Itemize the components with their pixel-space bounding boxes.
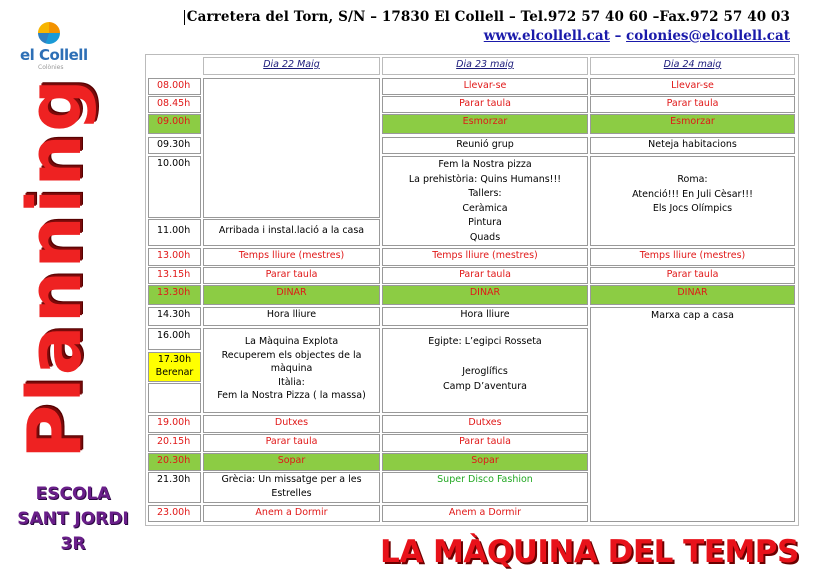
- day2-parar-taula: Parar taula: [382, 96, 588, 113]
- day2-dinar: DINAR: [382, 285, 588, 305]
- time-cell: 13.15h: [148, 267, 201, 284]
- time-cell: 14.30h: [148, 307, 201, 326]
- day2-sopar: Sopar: [382, 453, 588, 471]
- bottom-title: LA MÀQUINA DEL TEMPS: [380, 534, 799, 570]
- header-address: [180, 9, 790, 25]
- school-name: [14, 482, 132, 557]
- website-link[interactable]: www.elcollell.cat: [483, 28, 610, 44]
- day3-neteja: Neteja habitacions: [590, 137, 795, 154]
- berenar-label: Berenar: [155, 367, 194, 378]
- day2-parar-taula-migdia: Parar taula: [382, 267, 588, 284]
- day-header: Dia 22 Maig: [203, 57, 380, 75]
- time-cell: 13.00h: [148, 248, 201, 266]
- time-cell: 21.30h: [148, 472, 201, 503]
- activity-line: Itàlia:: [278, 376, 305, 388]
- day-header: Dia 23 maig: [382, 57, 588, 75]
- activity-line: Fem la Nostra pizza: [438, 159, 532, 170]
- activity-line: Grècia: Un missatge per a les: [221, 474, 362, 485]
- day2-dutxes: Dutxes: [382, 415, 588, 433]
- berenar-cell: [148, 352, 201, 382]
- day1-dormir: Anem a Dormir: [203, 505, 380, 522]
- activity-line: màquina: [270, 363, 313, 374]
- activity-line: Egipte: L’egipci Rosseta: [428, 336, 542, 347]
- day3-marxa: Marxa cap a casa: [590, 307, 795, 522]
- day2-temps-lliure: Temps lliure (mestres): [382, 248, 588, 266]
- day2-tarda: [382, 328, 588, 413]
- day1-arribada: Arribada i instal.lació a la casa: [203, 219, 380, 246]
- day3-llevarse: Llevar-se: [590, 78, 795, 95]
- day3-esmorzar: Esmorzar: [590, 114, 795, 134]
- day3-parar-taula-migdia: Parar taula: [590, 267, 795, 284]
- school-line: ESCOLA: [35, 484, 111, 504]
- day3-temps-lliure: Temps lliure (mestres): [590, 248, 795, 266]
- logo-subtext: Colònies: [38, 64, 64, 71]
- time-cell: 10.00h: [148, 156, 201, 218]
- activity-line: Fem la Nostra Pizza ( la massa): [217, 390, 366, 401]
- text-cursor: [184, 10, 185, 25]
- day1-dutxes: Dutxes: [203, 415, 380, 433]
- collell-logo: [20, 22, 88, 74]
- logo-circle-icon: [38, 22, 60, 44]
- day2-vetllada: Super Disco Fashion: [382, 472, 588, 503]
- link-separator: –: [614, 28, 622, 44]
- day1-empty-morning: [203, 78, 380, 218]
- time-cell: 19.00h: [148, 415, 201, 433]
- activity-line: Estrelles: [271, 488, 312, 499]
- day2-hora-lliure: Hora lliure: [382, 307, 588, 326]
- day1-dinar: DINAR: [203, 285, 380, 305]
- time-cell: 09.30h: [148, 137, 201, 154]
- email-link[interactable]: colonies@elcollell.cat: [626, 28, 790, 44]
- day2-dormir: Anem a Dormir: [382, 505, 588, 522]
- day1-temps-lliure: Temps lliure (mestres): [203, 248, 380, 266]
- activity-line: Ceràmica: [462, 202, 508, 214]
- school-line: 3R: [60, 534, 86, 554]
- day-header: Dia 24 maig: [590, 57, 795, 75]
- day3-mati: [590, 156, 795, 246]
- activity-line: Camp D’aventura: [443, 381, 527, 392]
- day1-vetllada: [203, 472, 380, 503]
- planning-title: Planning: [12, 77, 98, 459]
- time-cell: 11.00h: [148, 219, 201, 246]
- logo-text: el Collell: [20, 46, 88, 64]
- activity-line: Jeroglífics: [462, 366, 508, 377]
- activity-line: Els Jocs Olímpics: [652, 203, 733, 214]
- time-cell: 20.30h: [148, 453, 201, 471]
- header-links: [300, 28, 790, 44]
- time-cell: 23.00h: [148, 505, 201, 522]
- day2-mati: [382, 156, 588, 246]
- activity-line: Recuperem els objectes de la: [221, 349, 362, 361]
- day2-esmorzar: Esmorzar: [382, 114, 588, 134]
- day3-parar-taula: Parar taula: [590, 96, 795, 113]
- time-label: 17.30h: [157, 354, 192, 365]
- day1-hora-lliure: Hora lliure: [203, 307, 380, 326]
- school-line: SANT JORDI: [17, 509, 129, 529]
- activity-line: Roma:: [677, 174, 708, 185]
- day2-reunio: Reunió grup: [382, 137, 588, 154]
- time-cell: 13.30h: [148, 285, 201, 305]
- activity-line-blank: [383, 349, 587, 364]
- day3-dinar: DINAR: [590, 285, 795, 305]
- activity-line: Atenció!!! En Juli Cèsar!!!: [632, 188, 753, 200]
- time-cell: 20.15h: [148, 434, 201, 452]
- time-cell: 08.00h: [148, 78, 201, 95]
- day1-tarda: [203, 328, 380, 413]
- time-cell-empty: [148, 383, 201, 413]
- day1-parar-taula: Parar taula: [203, 267, 380, 284]
- day1-parar-taula-nit: Parar taula: [203, 434, 380, 452]
- day2-llevarse: Llevar-se: [382, 78, 588, 95]
- time-cell: 16.00h: [148, 328, 201, 350]
- activity-line: La prehistòria: Quins Humans!!!: [408, 173, 562, 185]
- day2-parar-taula-nit: Parar taula: [382, 434, 588, 452]
- activity-line: Pintura: [468, 217, 502, 228]
- day1-sopar: Sopar: [203, 453, 380, 471]
- time-cell: 08.45h: [148, 96, 201, 113]
- activity-line: Quads: [469, 231, 501, 243]
- address-text: Carretera del Torn, S/N – 17830 El Collell – Tel.972 57 40 60 –Fax.972 57 40 03: [186, 9, 790, 25]
- activity-line: La Màquina Explota: [244, 336, 339, 347]
- time-cell: 09.00h: [148, 114, 201, 134]
- activity-line: Tallers:: [468, 188, 502, 199]
